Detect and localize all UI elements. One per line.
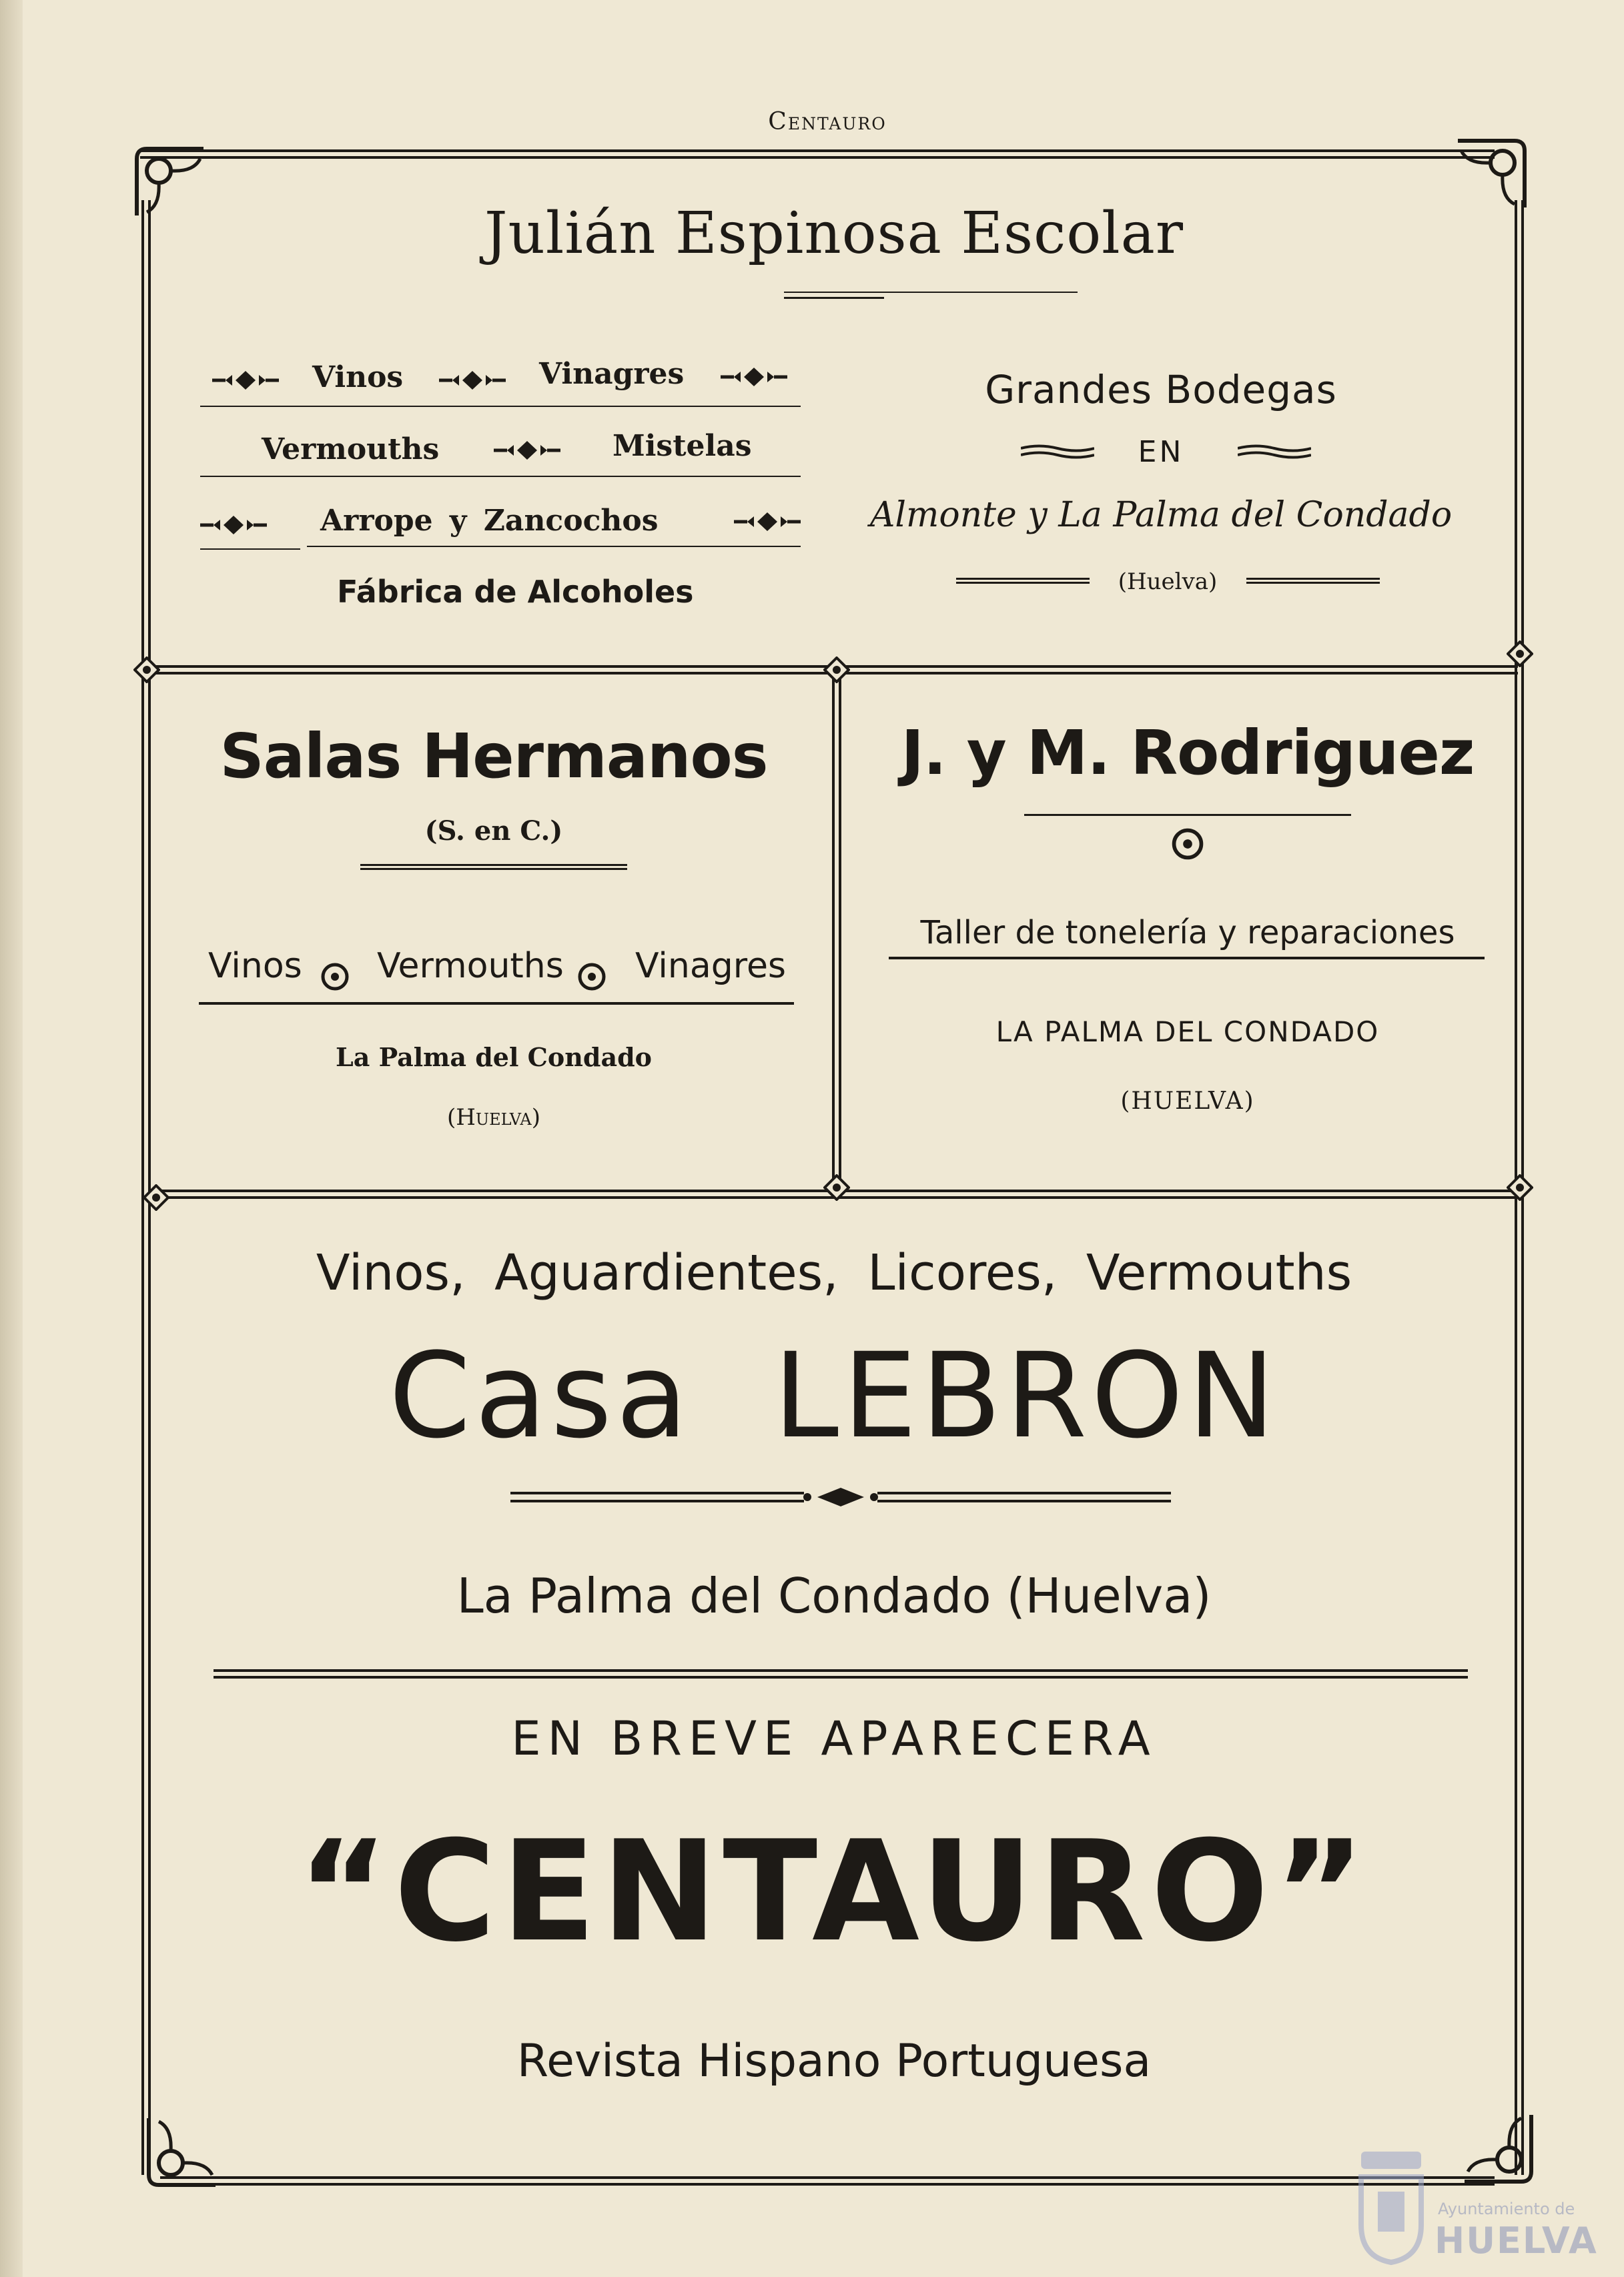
ad-espinosa-name: Julián Espinosa Escolar [484,200,1184,267]
diamond-ornament-icon [200,512,267,538]
product-mistelas: Mistelas [613,429,752,463]
huelva-coat-of-arms-icon [1351,2145,1431,2265]
junction-ornament-icon [143,1184,169,1211]
diamond-ornament-icon [721,364,787,390]
page-edge [0,0,23,2277]
ring-bullet-icon [577,962,606,991]
watermark-line2: HUELVA [1435,2220,1598,2262]
divider-vertical [832,674,841,1188]
ring-bullet-icon [1171,827,1204,861]
wavy-rule-icon [1021,444,1094,460]
ad-espinosa-factory: Fábrica de Alcoholes [337,574,694,610]
ring-bullet-icon [320,962,350,991]
product-vermouths: Vermouths [262,432,440,466]
watermark-line1: Ayuntamiento de [1438,2200,1575,2218]
running-title: Centauro [768,108,887,135]
junction-ornament-icon [1507,1174,1533,1201]
diamond-ornament-icon [439,367,506,394]
corner-ornament-icon [145,2115,219,2188]
ad-lebron-address: La Palma del Condado (Huelva) [456,1568,1212,1624]
ad-centauro-announcement: EN BREVE APARECERA [511,1711,1157,1766]
ad-espinosa-bodegas-province: (Huelva) [1118,568,1218,595]
junction-ornament-icon [823,1174,850,1201]
ad-lebron-name: Casa LEBRON [388,1328,1280,1464]
product-vinagres: Vinagres [539,357,685,391]
corner-ornament-icon [133,145,207,219]
junction-ornament-icon [823,656,850,683]
ad-salas-town: La Palma del Condado [336,1042,652,1072]
ad-salas-company-type: (S. en C.) [424,815,563,847]
junction-ornament-icon [133,656,160,683]
ad-centauro-subtitle: Revista Hispano Portuguesa [516,2035,1152,2088]
diamond-ornament-icon [734,508,801,535]
ad-rodriguez-name: J. y M. Rodriguez [901,717,1475,789]
ad-salas-name: Salas Hermanos [220,721,768,792]
ad-salas-product-vinagres: Vinagres [635,946,787,986]
junction-ornament-icon [1507,640,1533,667]
ad-espinosa-bodegas-en: EN [1138,435,1184,469]
ad-espinosa-bodegas-title: Grandes Bodegas [985,367,1337,412]
wavy-rule-icon [1238,444,1311,460]
product-vinos: Vinos [312,360,404,394]
diamond-ornament-icon [212,367,279,394]
ad-espinosa-bodegas-places: Almonte y La Palma del Condado [869,495,1453,535]
ad-salas-province: (Huelva) [446,1104,541,1131]
ad-centauro-title: “CENTAURO” [297,1811,1371,1973]
product-arrope-zancochos: Arrope y Zancochos [320,504,659,538]
ad-salas-product-vermouths: Vermouths [377,946,564,986]
ornamental-rule-icon [510,1486,1171,1513]
corner-ornament-icon [1455,137,1528,211]
ad-rodriguez-trade: Taller de tonelería y reparaciones [920,914,1455,951]
ad-rodriguez-town: LA PALMA DEL CONDADO [995,1015,1380,1048]
ad-rodriguez-province: (HUELVA) [1120,1087,1255,1115]
diamond-ornament-icon [494,437,560,464]
watermark [1351,2145,1605,2272]
ad-salas-product-vinos: Vinos [208,946,302,986]
ad-lebron-products: Vinos, Aguardientes, Licores, Vermouths [316,1244,1352,1302]
